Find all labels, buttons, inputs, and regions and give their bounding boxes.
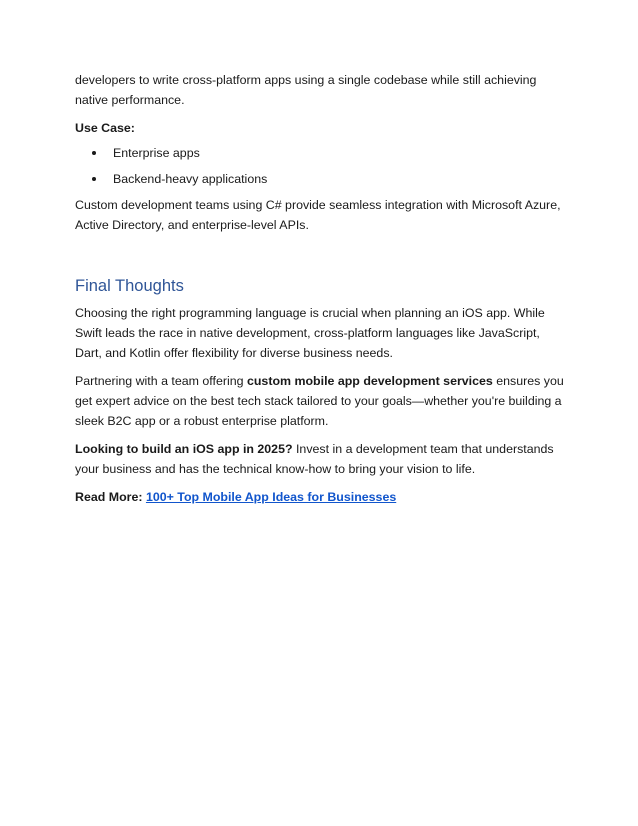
use-case-label: Use Case: — [75, 121, 135, 135]
final-thoughts-paragraph-2 — [75, 371, 567, 431]
use-case-list — [75, 143, 567, 189]
section-heading: Final Thoughts — [75, 277, 184, 295]
emphasis-text: custom mobile app development services — [246, 374, 493, 388]
read-more-line — [75, 487, 567, 507]
document-page — [75, 70, 567, 507]
emphasis-text: Looking to build an iOS app in 2025? — [75, 442, 293, 456]
list-item-text: Backend-heavy applications — [113, 172, 268, 186]
use-case-description: Custom development teams using C# provide seamless integration with Microsoft Azure, Active Directory, and enterprise-level APIs. — [75, 198, 561, 232]
list-item — [75, 169, 567, 189]
final-thoughts-paragraph-3 — [75, 439, 567, 479]
paragraph-text: Invest in a development team that understands your business and has the technical know-how to bring your vision to life. — [75, 442, 554, 476]
intro-paragraph: developers to write cross-platform apps using a single codebase while still achieving native performance. — [75, 73, 537, 107]
list-item — [75, 143, 567, 163]
read-more-link[interactable]: 100+ Top Mobile App Ideas for Businesses — [145, 490, 397, 504]
read-more-label: Read More: — [75, 490, 143, 504]
bullet-icon — [92, 177, 96, 181]
paragraph-text: Partnering with a team offering — [75, 374, 247, 388]
paragraph-text: ensures you get expert advice on the best tech stack tailored to your goals—whether you're building a sleek B2C app or a robust enterprise platform. — [75, 374, 564, 428]
bullet-icon — [92, 151, 96, 155]
final-thoughts-paragraph-1: Choosing the right programming language is crucial when planning an iOS app. While Swift leads the race in native development, cross-platform languages like JavaScript, Dart, and Kotlin offer flexibility for diverse business needs. — [75, 306, 545, 360]
list-item-text: Enterprise apps — [113, 146, 200, 160]
